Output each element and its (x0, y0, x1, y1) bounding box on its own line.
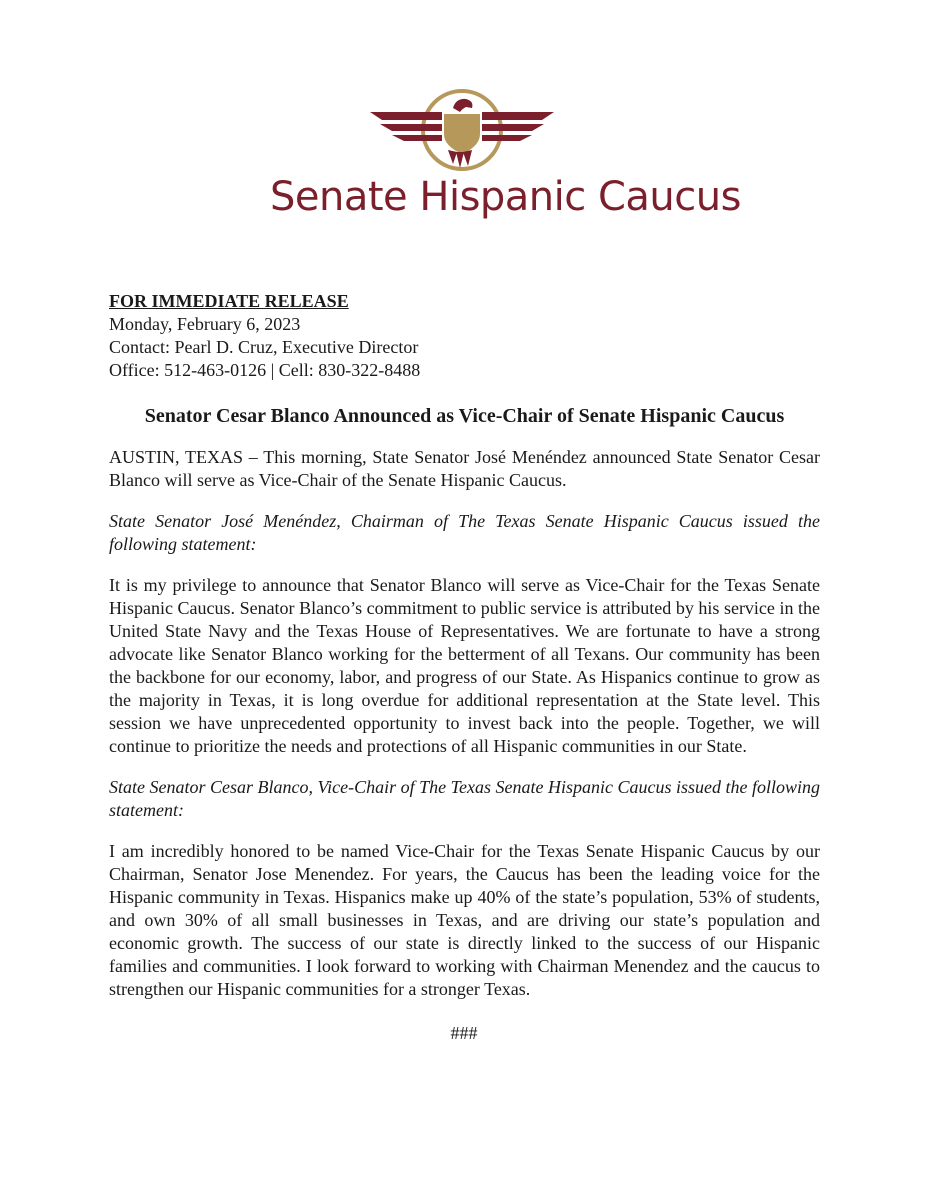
release-header (109, 290, 820, 382)
release-phones: Office: 512-463-0126 | Cell: 830-322-8488 (109, 360, 421, 380)
statement-vice-chair: I am incredibly honored to be named Vice-Chair for the Texas Senate Hispanic Caucus by our Chairman, Senator Jose Menendez. For years, the Caucus has been the leading voice for the Hispanic community in Texas. Hispanics make up 40% of the state’s population, 53% of students, and own 30% of all small businesses in Texas, and are driving our state’s population and economic growth. The success of our state is directly linked to the success of our Hispanic families and communities. I look forward to working with Chairman Menendez and the caucus to strengthen our Hispanic communities for a stronger Texas. (109, 841, 820, 999)
release-content (109, 290, 820, 1001)
release-label: FOR IMMEDIATE RELEASE (109, 291, 349, 311)
headline: Senator Cesar Blanco Announced as Vice-Chair of Senate Hispanic Caucus (144, 405, 785, 427)
release-date: Monday, February 6, 2023 (109, 314, 301, 334)
release-contact: Contact: Pearl D. Cruz, Executive Director (109, 337, 419, 357)
caucus-logo (270, 84, 741, 224)
logo-wordmark: Senate Hispanic Caucus (270, 174, 741, 220)
lead-paragraph: AUSTIN, TEXAS – This morning, State Senator José Menéndez announced State Senator Cesar Blanco will serve as Vice-Chair of the Senate Hispanic Caucus. (109, 447, 820, 490)
end-mark: ### (450, 1023, 478, 1043)
eagle-emblem-icon (270, 84, 660, 174)
attribution-chairman: State Senator José Menéndez, Chairman of The Texas Senate Hispanic Caucus issued the following statement: (109, 511, 820, 554)
statement-chairman: It is my privilege to announce that Senator Blanco will serve as Vice-Chair for the Texas Senate Hispanic Caucus. Senator Blanco’s commitment to public service is attributed by his service in the United State Navy and the Texas House of Representatives. We are fortunate to have a strong advocate like Senator Blanco working for the betterment of all Texans. Our community has been the backbone for our economy, labor, and progress of our State. As Hispanics continue to grow as the majority in Texas, it is long overdue for additional representation at the State level. This session we have unprecedented opportunity to invest back into the people. Together, we will continue to prioritize the needs and protections of all Hispanic communities in our State. (109, 575, 820, 756)
attribution-vice-chair: State Senator Cesar Blanco, Vice-Chair of The Texas Senate Hispanic Caucus issued the following statement: (109, 777, 820, 820)
